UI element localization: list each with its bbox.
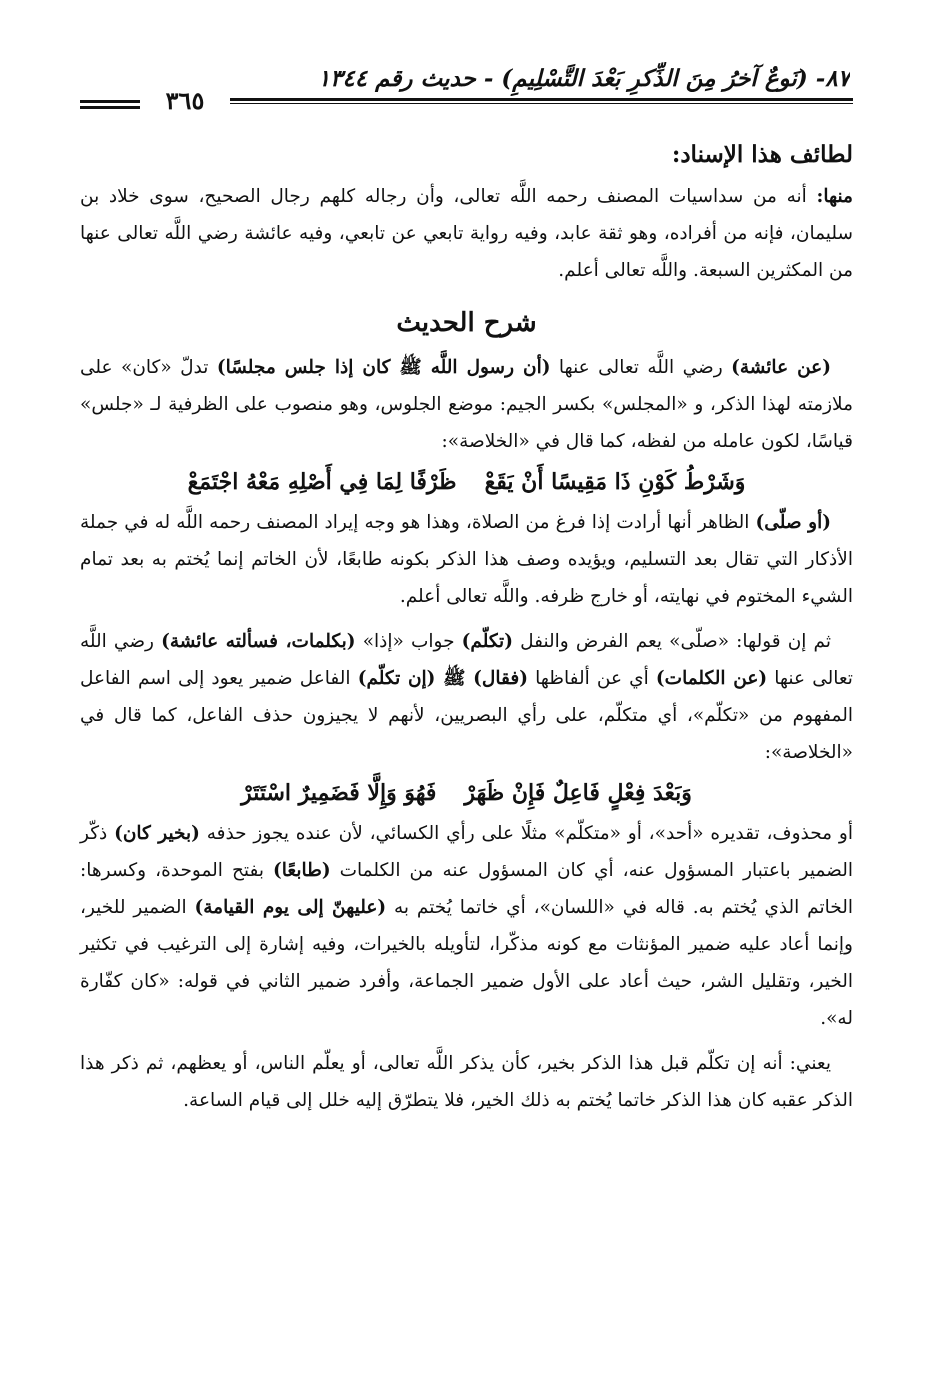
page-number-rule bbox=[80, 100, 140, 103]
paragraph-text: يعني: أنه إن تكلّم قبل هذا الذكر بخير، كأن يذكر اللَّه تعالى، أو يعلّم الناس، أو يعظهم، ثم ذكر هذا الذكر عقبه كان هذا الذكر خاتما يُختم به ذلك الخير، فلا يتطرّق إليه خلل إلى قيام الساعة. bbox=[80, 1053, 853, 1111]
paragraph-sharh-2 bbox=[80, 504, 853, 615]
paragraph-text: ذكّر الضمير باعتبار المسؤول عنه، أي كان المسؤول عنه من الكلمات bbox=[80, 823, 853, 881]
paragraph-text: رضي اللَّه تعالى عنها bbox=[558, 357, 723, 378]
page-number-rule-lower bbox=[80, 106, 140, 109]
paragraph-text: تدلّ «كان» على ملازمته لهذا الذكر، و «المجلس» بكسر الجيم: موضع الجلوس، وهو منصوب على الظرفية لـ «جلس» قياسًا، لكون عامله من لفظه، كما قال في «الخلاصة»: bbox=[80, 357, 853, 452]
verse-hemistich: وَبَعْدَ فِعْلٍ فَاعِلٌ فَإِنْ ظَهَرْ bbox=[464, 780, 692, 806]
bold-quote: (عن عائشة) bbox=[731, 357, 831, 378]
bold-quote: (فقال) ﷺ (إن تكلّم) bbox=[357, 668, 528, 689]
running-header-title: ٨٧- (نَوعٌ آخرُ مِنَ الذِّكرِ بَعْدَ التَّسْلِيمِ) - حديث رقم ١٣٤٤ bbox=[317, 65, 850, 92]
header-rule bbox=[230, 98, 853, 101]
bold-quote: (عليهنّ إلى يوم القيامة) bbox=[194, 897, 387, 918]
paragraph-text: الظاهر أنها أرادت إذا فرغ من الصلاة، وهذا هو وجه إيراد المصنف رحمه اللَّه له في جملة الأذكار التي تقال بعد التسليم، ويؤيده وصف هذا الذكر بكونه طابعًا، لأن الخاتم إنما يُختم به بعد تمام الشيء المختوم في نهايته، أو خارج ظرفه. واللَّه تعالى أعلم. bbox=[80, 512, 853, 607]
bold-quote: (بكلمات، فسألته عائشة) bbox=[161, 631, 356, 652]
bold-quote: (تكلّم) bbox=[461, 631, 513, 652]
bold-quote: (بخير كان) bbox=[114, 823, 200, 844]
page-number: ٣٦٥ bbox=[165, 86, 205, 115]
paragraph-text: بفتح الموحدة، وكسرها: الخاتم الذي يُختم به. قاله في «اللسان»، أي خاتما يُختم به bbox=[80, 860, 853, 918]
paragraph-isnad bbox=[80, 178, 853, 289]
paragraph-sharh-1 bbox=[80, 349, 853, 460]
page-body bbox=[80, 132, 853, 1119]
paragraph-text: الفاعل ضمير يعود إلى اسم الفاعل المفهوم من «تكلّم»، أي متكلّم، على رأي البصريين، لأنهم لا يجيزون حذف الفاعل، كما قال في «الخلاصة»: bbox=[80, 668, 853, 763]
verse-line-2 bbox=[80, 771, 853, 815]
paragraph-sharh-3 bbox=[80, 623, 853, 771]
paragraph-text: ثم إن قولها: «صلّى» يعم الفرض والنفل bbox=[520, 631, 832, 652]
section-heading-isnad: لطائف هذا الإسناد: bbox=[671, 141, 853, 168]
paragraph-text: رضي اللَّه تعالى عنها bbox=[80, 631, 853, 689]
lead-word: منها: bbox=[816, 186, 853, 207]
verse-hemistich: فَهُوَ وَإِلَّا فَضَمِيرٌ اسْتَتَرْ bbox=[241, 780, 437, 806]
paragraph-text: الضمير للخير، وإنما أعاد عليه ضمير المؤنثات مع كونه مذكّرا، لتأويله بالخيرات، وفيه إشارة إلى الترغيب في تكثير الخير، وتقليل الشر، حيث أعاد على الأول ضمير الجماعة، وأفرد ضمير الثاني في قوله: «كان كفّارة له». bbox=[80, 897, 853, 1029]
paragraph-sharh-5 bbox=[80, 1045, 853, 1119]
bold-quote: (أن رسول اللَّه ﷺ كان إذا جلس مجلسًا) bbox=[216, 357, 551, 378]
verse-line-1 bbox=[80, 460, 853, 504]
paragraph-text: جواب «إذا» bbox=[362, 631, 455, 652]
bold-quote: (عن الكلمات) bbox=[655, 668, 768, 689]
verse-hemistich: ظَرْفًا لِمَا فِي أَصْلِهِ مَعْهُ اجْتَمَعْ bbox=[187, 469, 457, 495]
paragraph-text: أو محذوف، تقديره «أحد»، أو «متكلّم» مثلًا على رأي الكسائي، لأن عنده يجوز حذفه bbox=[206, 823, 853, 844]
bold-quote: (طابعًا) bbox=[273, 860, 331, 881]
bold-quote: (أو صلّى) bbox=[755, 512, 831, 533]
paragraph-sharh-4 bbox=[80, 815, 853, 1037]
section-heading-sharh: شرح الحديث bbox=[396, 308, 537, 338]
paragraph-text: أنه من سداسيات المصنف رحمه اللَّه تعالى، وأن رجاله كلهم رجال الصحيح، سوى خلاد بن سليمان، فإنه من أفراده، وهو ثقة عابد، وفيه رواية تابعي عن تابعي، وفيه عائشة رضي اللَّه تعالى عنها من المكثرين السبعة. واللَّه تعالى أعلم. bbox=[80, 186, 853, 281]
verse-hemistich: وَشَرْطُ كَوْنِ ذَا مَقِيسًا أَنْ يَقَعْ bbox=[484, 469, 746, 495]
paragraph-text: أي عن ألفاظها bbox=[535, 668, 649, 689]
header-rule-thin bbox=[230, 103, 853, 104]
